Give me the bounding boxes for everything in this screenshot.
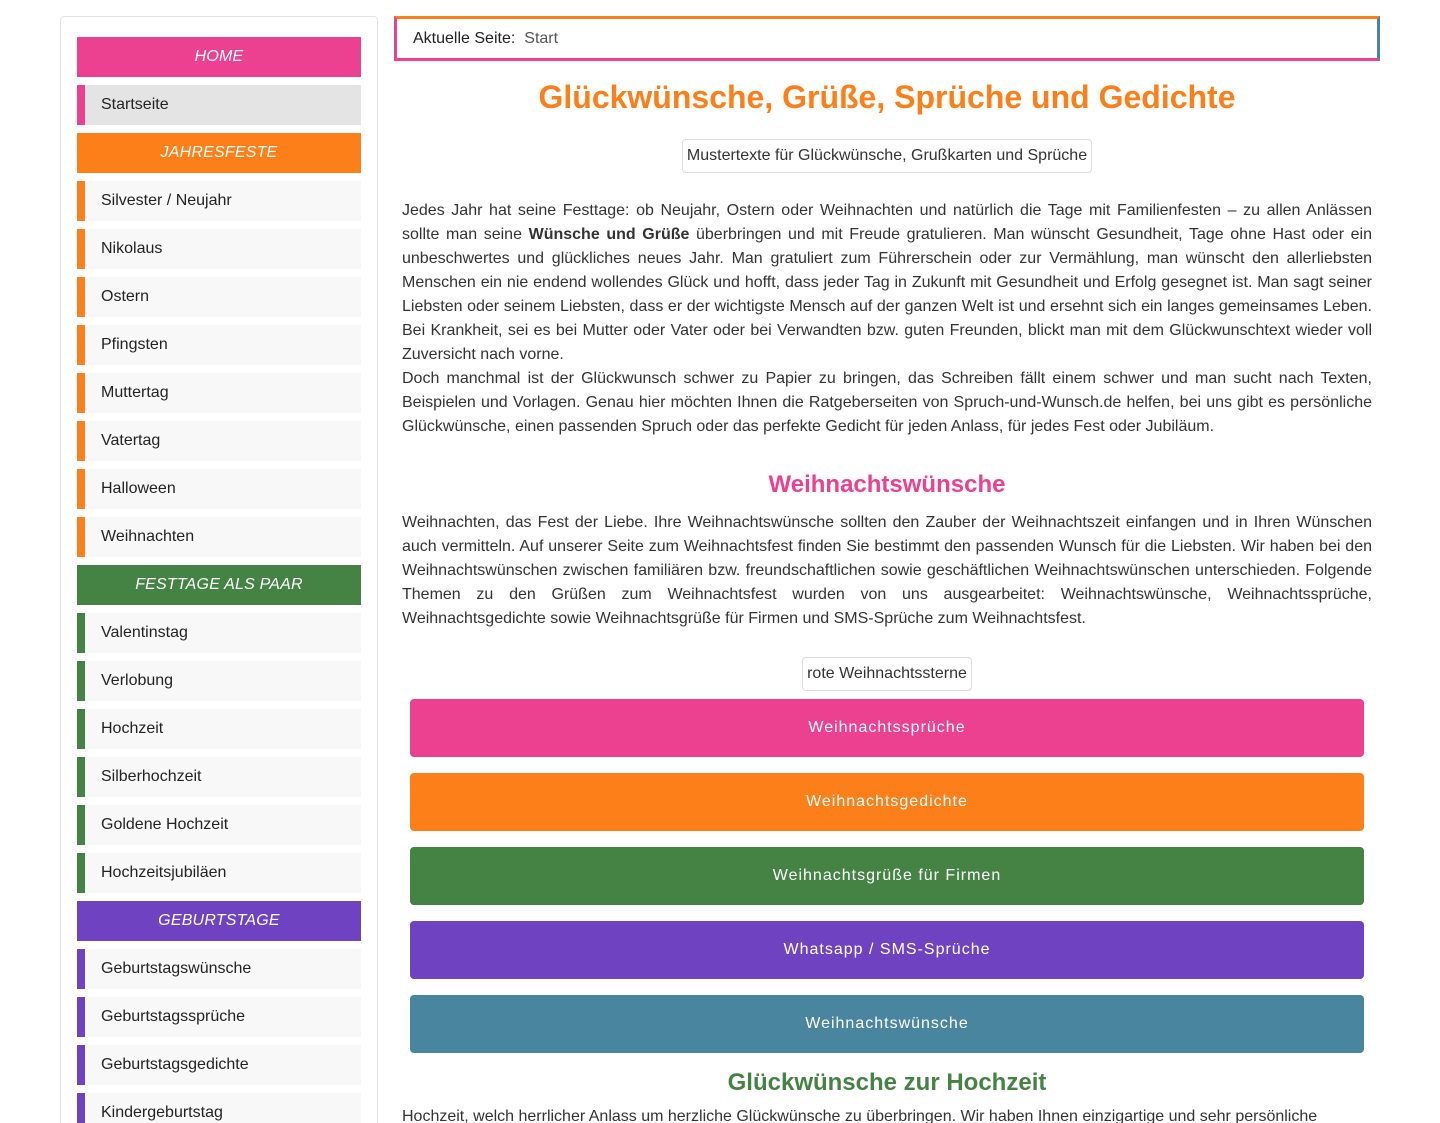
xmas-paragraph: Weihnachten, das Fest der Liebe. Ihre Weihnachtswünsche sollten den Zauber der Weihnachtszeit einfangen und in Ihren Wünschen auch vermitteln. Auf unserer Seite zum Weihnachtsfest finden Sie bestimmt den passenden Wunsch für die Liebsten. Wir haben bei den Weihnachtswünschen zwischen familiären bzw. freundschaftlichen sowie geschäftlichen Weihnachtswünschen unterschieden. Folgende Themen zu den Grüßen zum Weihnachtsfest wurden von uns ausgearbeitet: Weihnachtswünsche, Weihnachtssprüche, Weihnachtsgedichte sowie Weihnachtsgrüße für Firmen und SMS-Sprüche zum Weihnachtsfest. <box>402 514 1372 627</box>
sidebar-item-vatertag[interactable]: Vatertag <box>77 421 361 461</box>
sidebar-item-goldene-hochzeit[interactable]: Goldene Hochzeit <box>77 805 361 845</box>
sidebar-item-startseite[interactable]: Startseite <box>77 85 361 125</box>
section-header-geburtstage: GEBURTSTAGE <box>77 901 361 941</box>
sidebar-item-pfingsten[interactable]: Pfingsten <box>77 325 361 365</box>
weihnachtsgruesse-firmen-button[interactable]: Weihnachtsgrüße für Firmen <box>410 847 1364 905</box>
section-title-hochzeit: Glückwünsche zur Hochzeit <box>727 1069 1047 1096</box>
sidebar-nav <box>60 16 378 1123</box>
sidebar-item-geburtstagswuensche[interactable]: Geburtstagswünsche <box>77 949 361 989</box>
section-title-weihnachtswuensche: Weihnachtswünsche <box>768 471 1006 498</box>
intro-text-b: überbringen und mit Freude gratulieren. Man wünscht Gesundheit, Tage ohne Hast oder ein unbeschwertes und glückliches neues Jahr. Man gratuliert zum Führerschein oder zur Vermählung, man wünscht den allerliebsten Menschen ein nie endend wollendes Glück und hofft, dass jeder Tag in Zukunft mit Gesundheit und Erfolg gesegnet ist. Man sagt seiner Liebsten oder seinem Liebsten, dass er der wichtigste Mensch auf der ganzen Welt ist und ersehnt sich ein langes gemeinsames Leben. Bei Krankheit, sei es bei Mutter oder Vater oder bei Verwandten bzw. guten Freunden, blickt man mit dem Glückwunschtext wieder voll Zuversicht nach vorne. <box>402 226 1372 363</box>
intro-text-a: Jedes Jahr hat seine Festtage: ob Neujahr, Ostern oder Weihnachten und natürlich die Tage mit Familienfesten – zu allen Anlässen sollte man seine <box>402 202 1372 243</box>
xmas-button-list <box>394 699 1380 1053</box>
weihnachtssprueche-button[interactable]: Weihnachtssprüche <box>410 699 1364 757</box>
breadcrumb <box>394 16 1380 61</box>
main-content <box>394 16 1380 1123</box>
intro-text-bold: Wünsche und Grüße <box>528 226 690 243</box>
sidebar-item-nikolaus[interactable]: Nikolaus <box>77 229 361 269</box>
sidebar-item-hochzeit[interactable]: Hochzeit <box>77 709 361 749</box>
sidebar-item-verlobung[interactable]: Verlobung <box>77 661 361 701</box>
sidebar-item-valentinstag[interactable]: Valentinstag <box>77 613 361 653</box>
weihnachtsgedichte-button[interactable]: Weihnachtsgedichte <box>410 773 1364 831</box>
wedding-paragraph: Hochzeit, welch herrlicher Anlass um herzliche Glückwünsche zu überbringen. Wir haben Ihnen einzigartige und sehr persönliche <box>402 1108 1318 1123</box>
intro-paragraph-2: Doch manchmal ist der Glückwunsch schwer zu Papier zu bringen, das Schreiben fällt einem schwer und man sucht nach Texten, Beispielen und Vorlagen. Genau hier möchten Ihnen die Ratgeberseiten von Spruch-und-Wunsch.de helfen, bei uns gibt es persönliche Glückwünsche, einen passenden Spruch oder das perfekte Gedicht für jeden Anlass, für jedes Fest oder Jubiläum. <box>402 370 1372 435</box>
whatsapp-sms-button[interactable]: Whatsapp / SMS-Sprüche <box>410 921 1364 979</box>
sidebar-item-geburtstagsgedichte[interactable]: Geburtstagsgedichte <box>77 1045 361 1085</box>
sidebar-item-silvester[interactable]: Silvester / Neujahr <box>77 181 361 221</box>
sidebar-item-hochzeitsjubilaeen[interactable]: Hochzeitsjubiläen <box>77 853 361 893</box>
section-header-jahresfeste: JAHRESFESTE <box>77 133 361 173</box>
breadcrumb-current: Start <box>524 29 559 47</box>
section-header-home: HOME <box>77 37 361 77</box>
sidebar-item-geburtstagssprueche[interactable]: Geburtstagssprüche <box>77 997 361 1037</box>
sidebar-item-muttertag[interactable]: Muttertag <box>77 373 361 413</box>
sidebar-item-ostern[interactable]: Ostern <box>77 277 361 317</box>
hero-image-placeholder <box>682 139 1092 173</box>
sidebar-item-kindergeburtstag[interactable]: Kindergeburtstag <box>77 1093 361 1123</box>
intro-paragraph-1 <box>394 199 1380 367</box>
hero-image-alt: Mustertexte für Glückwünsche, Grußkarten und Sprüche <box>686 147 1088 164</box>
sidebar-item-weihnachten[interactable]: Weihnachten <box>77 517 361 557</box>
xmas-image-alt: rote Weihnachtssterne <box>807 665 967 682</box>
weihnachtswuensche-button[interactable]: Weihnachtswünsche <box>410 995 1364 1053</box>
sidebar-item-halloween[interactable]: Halloween <box>77 469 361 509</box>
xmas-image-placeholder <box>802 657 972 691</box>
breadcrumb-label: Aktuelle Seite: <box>413 29 516 47</box>
section-header-festtage-als-paar: FESTTAGE ALS PAAR <box>77 565 361 605</box>
sidebar-item-silberhochzeit[interactable]: Silberhochzeit <box>77 757 361 797</box>
page-title: Glückwünsche, Grüße, Sprüche und Gedichte <box>538 79 1236 115</box>
